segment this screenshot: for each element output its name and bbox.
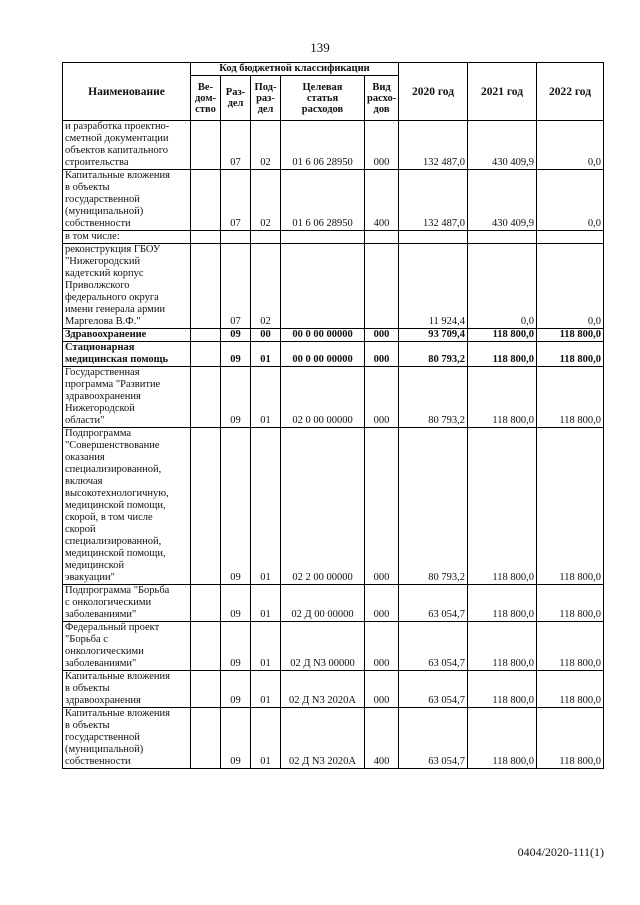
row-razdel: 07 — [221, 121, 251, 170]
row-2022: 0,0 — [537, 170, 604, 231]
row-name: Федеральный проект "Борьба с онкологическими заболеваниями" — [63, 622, 191, 671]
row-vid: 000 — [365, 585, 399, 622]
row-2021: 430 409,9 — [468, 121, 537, 170]
row-2022: 118 800,0 — [537, 585, 604, 622]
row-2020: 80 793,2 — [399, 428, 468, 585]
header-vid-rashodov: Вид расхо- дов — [365, 76, 399, 121]
row-podrazdel: 01 — [251, 622, 281, 671]
row-2020: 132 487,0 — [399, 121, 468, 170]
row-razdel: 09 — [221, 622, 251, 671]
document-code: 0404/2020-111(1) — [517, 845, 604, 859]
row-2021: 430 409,9 — [468, 170, 537, 231]
budget-table — [62, 62, 604, 769]
table-row — [63, 244, 604, 329]
row-vedomstvo — [191, 342, 221, 367]
row-vid: 400 — [365, 708, 399, 769]
header-year-2022: 2022 год — [537, 63, 604, 121]
row-2020: 63 054,7 — [399, 708, 468, 769]
row-name: Стационарная медицинская помощь — [63, 342, 191, 367]
table-row — [63, 367, 604, 428]
row-celevaya: 02 Д N3 2020А — [281, 671, 365, 708]
row-celevaya — [281, 244, 365, 329]
row-vid: 000 — [365, 329, 399, 342]
row-2021: 118 800,0 — [468, 585, 537, 622]
row-podrazdel: 01 — [251, 585, 281, 622]
row-vedomstvo — [191, 708, 221, 769]
row-celevaya: 02 Д 00 00000 — [281, 585, 365, 622]
header-budget-classification: Код бюджетной классификации — [191, 63, 399, 76]
row-2020: 63 054,7 — [399, 622, 468, 671]
row-vid: 000 — [365, 671, 399, 708]
row-2022: 118 800,0 — [537, 342, 604, 367]
row-podrazdel: 02 — [251, 244, 281, 329]
table-row — [63, 121, 604, 170]
row-razdel: 09 — [221, 708, 251, 769]
row-vedomstvo — [191, 329, 221, 342]
row-celevaya: 02 0 00 00000 — [281, 367, 365, 428]
row-2022: 0,0 — [537, 244, 604, 329]
row-2020: 93 709,4 — [399, 329, 468, 342]
row-name: реконструкция ГБОУ "Нижегородский кадетский корпус Приволжского федерального округа имени генерала армии Маргелова В.Ф." — [63, 244, 191, 329]
page-number: 139 — [310, 40, 330, 55]
row-podrazdel: 02 — [251, 170, 281, 231]
row-2021 — [468, 231, 537, 244]
row-2022: 0,0 — [537, 121, 604, 170]
row-2021: 118 800,0 — [468, 367, 537, 428]
row-name: Подпрограмма "Совершенствование оказания специализированной, включая высокотехнологичную, медицинской помощи, скорой, в том числе скорой специализированной, медицинской помощи, медицинской эвакуации" — [63, 428, 191, 585]
row-vid — [365, 244, 399, 329]
row-2021: 118 800,0 — [468, 708, 537, 769]
row-vid: 000 — [365, 367, 399, 428]
row-2021: 0,0 — [468, 244, 537, 329]
row-2021: 118 800,0 — [468, 622, 537, 671]
row-celevaya: 02 Д N3 2020А — [281, 708, 365, 769]
row-razdel — [221, 231, 251, 244]
row-2020: 11 924,4 — [399, 244, 468, 329]
row-celevaya: 01 6 06 28950 — [281, 121, 365, 170]
header-razdel: Раз- дел — [221, 76, 251, 121]
row-podrazdel: 01 — [251, 671, 281, 708]
row-razdel: 09 — [221, 671, 251, 708]
row-2022: 118 800,0 — [537, 671, 604, 708]
header-name: Наименование — [63, 63, 191, 121]
row-razdel: 09 — [221, 428, 251, 585]
row-2021: 118 800,0 — [468, 329, 537, 342]
row-name: Капитальные вложения в объекты государственной (муниципальной) собственности — [63, 708, 191, 769]
row-2020: 80 793,2 — [399, 342, 468, 367]
row-2021: 118 800,0 — [468, 342, 537, 367]
header-celevaya-statya: Целевая статья расходов — [281, 76, 365, 121]
row-razdel: 07 — [221, 244, 251, 329]
row-name: Государственная программа "Развитие здравоохранения Нижегородской области" — [63, 367, 191, 428]
row-2020: 80 793,2 — [399, 367, 468, 428]
row-2022: 118 800,0 — [537, 428, 604, 585]
row-vedomstvo — [191, 121, 221, 170]
row-name: Подпрограмма "Борьба с онкологическими заболеваниями" — [63, 585, 191, 622]
row-vid: 000 — [365, 622, 399, 671]
row-razdel: 09 — [221, 342, 251, 367]
row-vedomstvo — [191, 231, 221, 244]
row-2022 — [537, 231, 604, 244]
table-row — [63, 428, 604, 585]
row-vedomstvo — [191, 428, 221, 585]
row-2022: 118 800,0 — [537, 708, 604, 769]
row-celevaya: 00 0 00 00000 — [281, 342, 365, 367]
row-vid: 000 — [365, 428, 399, 585]
row-2021: 118 800,0 — [468, 671, 537, 708]
row-celevaya: 02 Д N3 00000 — [281, 622, 365, 671]
table-row — [63, 708, 604, 769]
row-2020 — [399, 231, 468, 244]
table-row — [63, 231, 604, 244]
row-podrazdel: 01 — [251, 428, 281, 585]
row-name: Капитальные вложения в объекты здравоохранения — [63, 671, 191, 708]
row-2021: 118 800,0 — [468, 428, 537, 585]
table-row — [63, 342, 604, 367]
row-2020: 63 054,7 — [399, 585, 468, 622]
row-2020: 132 487,0 — [399, 170, 468, 231]
row-name: Здравоохранение — [63, 329, 191, 342]
row-2022: 118 800,0 — [537, 367, 604, 428]
row-name: в том числе: — [63, 231, 191, 244]
row-podrazdel: 00 — [251, 329, 281, 342]
table-row — [63, 622, 604, 671]
row-celevaya: 02 2 00 00000 — [281, 428, 365, 585]
row-name: Капитальные вложения в объекты государственной (муниципальной) собственности — [63, 170, 191, 231]
row-vedomstvo — [191, 622, 221, 671]
row-2022: 118 800,0 — [537, 622, 604, 671]
row-celevaya: 00 0 00 00000 — [281, 329, 365, 342]
row-name: и разработка проектно- сметной документации объектов капитального строительства — [63, 121, 191, 170]
row-vid: 000 — [365, 342, 399, 367]
row-razdel: 09 — [221, 329, 251, 342]
row-razdel: 07 — [221, 170, 251, 231]
row-vid: 000 — [365, 121, 399, 170]
table-row — [63, 585, 604, 622]
row-vedomstvo — [191, 244, 221, 329]
row-vedomstvo — [191, 367, 221, 428]
row-2020: 63 054,7 — [399, 671, 468, 708]
header-podrazdel: Под- раз- дел — [251, 76, 281, 121]
row-podrazdel: 01 — [251, 342, 281, 367]
row-razdel: 09 — [221, 585, 251, 622]
table-row — [63, 170, 604, 231]
row-vid: 400 — [365, 170, 399, 231]
row-vedomstvo — [191, 585, 221, 622]
row-celevaya: 01 6 06 28950 — [281, 170, 365, 231]
table-row — [63, 671, 604, 708]
row-podrazdel: 02 — [251, 121, 281, 170]
row-podrazdel: 01 — [251, 708, 281, 769]
row-celevaya — [281, 231, 365, 244]
row-2022: 118 800,0 — [537, 329, 604, 342]
table-row — [63, 329, 604, 342]
header-vedomstvo: Ве- дом- ство — [191, 76, 221, 121]
header-year-2020: 2020 год — [399, 63, 468, 121]
row-vid — [365, 231, 399, 244]
row-vedomstvo — [191, 671, 221, 708]
header-year-2021: 2021 год — [468, 63, 537, 121]
row-razdel: 09 — [221, 367, 251, 428]
row-podrazdel — [251, 231, 281, 244]
row-podrazdel: 01 — [251, 367, 281, 428]
row-vedomstvo — [191, 170, 221, 231]
